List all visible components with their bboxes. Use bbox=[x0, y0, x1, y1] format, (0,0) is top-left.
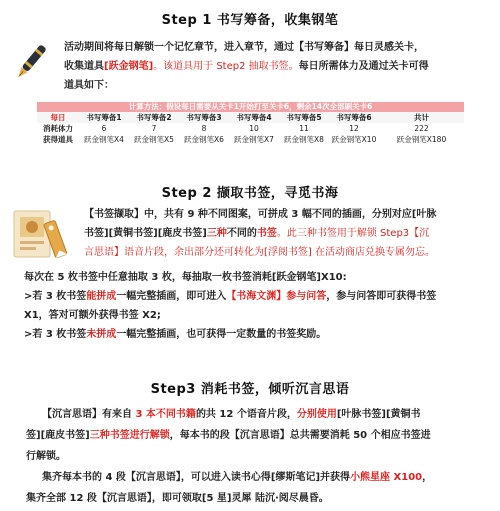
table-header: 书写筹备2 bbox=[136, 113, 172, 122]
step1-line2-tail: 每日所需体力及通过关卡可得 bbox=[298, 61, 429, 72]
bookmark-types: 书签][黄铜书签][鹿皮书签] bbox=[84, 228, 207, 239]
use-separately: 分别使用 bbox=[296, 409, 337, 420]
ursa-reward: 小熊星座 X100 bbox=[350, 472, 423, 483]
table-cell: 跃金钢笔X180 bbox=[396, 135, 447, 144]
rule-consolation: 一幅完整插画，也可获得一定数量的书签奖励。 bbox=[116, 329, 327, 340]
table-header: 书写筹备1 bbox=[86, 113, 122, 122]
bookmark-word: 书签 bbox=[256, 228, 277, 239]
pen-item-name: [跃金钢笔] bbox=[104, 61, 154, 72]
table-cell: 222 bbox=[414, 124, 429, 133]
table-header: 每日 bbox=[50, 113, 66, 122]
step1-paragraph bbox=[64, 38, 484, 95]
step3-text: ，每本书的段【沉言思语】总共需要消耗 50 个相应书签进 bbox=[169, 430, 431, 441]
table-cell: 跃金钢笔X5 bbox=[134, 135, 174, 144]
step2-rule-fail bbox=[24, 325, 488, 344]
step3-line4 bbox=[26, 467, 488, 488]
step2-rule-draw: 每次在 5 枚书签中任意抽取 3 枚，每抽取一枚书签消耗[跃金钢笔]X10: bbox=[24, 272, 347, 283]
step3-title: Step3 消耗书签，倾听沉言思语 bbox=[150, 382, 350, 397]
rule-not-combined: 未拼成 bbox=[86, 329, 117, 340]
table-cell: 10 bbox=[249, 124, 259, 133]
table-header: 书写筹备6 bbox=[336, 113, 372, 122]
table-cell: 12 bbox=[349, 124, 359, 133]
rule-complete-illustration: 一幅完整插画，即可进入 bbox=[116, 291, 227, 302]
step2-intro-line2 bbox=[84, 224, 484, 243]
step2-title: Step 2 撷取书签，寻觅书海 bbox=[161, 186, 339, 201]
step1-line2-text: 收集道具 bbox=[64, 61, 104, 72]
table-cell: 跃金钢笔X8 bbox=[284, 135, 324, 144]
stamina-reward-table bbox=[37, 102, 464, 145]
rule-can-combine: 能拼成 bbox=[86, 291, 117, 302]
bookmark-usage: 。此三种书签用于解锁 Step3【沉 bbox=[276, 228, 430, 239]
bookmark-different: 不同的 bbox=[226, 228, 257, 239]
step3-text: 【沉言思语】有来自 bbox=[42, 409, 136, 420]
table-cell: 8 bbox=[201, 124, 207, 133]
table-row-label: 获得道具 bbox=[43, 135, 73, 144]
table-cell: 跃金钢笔X6 bbox=[184, 135, 224, 144]
table-row-stamina bbox=[37, 123, 464, 134]
table-cell: 11 bbox=[299, 124, 309, 133]
table-header: 书写筹备4 bbox=[236, 113, 272, 122]
step3-line3: 行解锁。 bbox=[26, 451, 66, 462]
step3-paragraph bbox=[26, 404, 488, 509]
rule-quiz-reward: ，参与问答即可获得书签 bbox=[326, 291, 437, 302]
step3-text: ， bbox=[422, 472, 433, 483]
step2-intro-line1: 【书签撷取】中，共有 9 种不同图案，可拼成 3 幅不同的插画，分别对应[叶脉 bbox=[84, 209, 437, 220]
rule-quiz-entry: 【书海文渊】参与问答 bbox=[226, 291, 327, 302]
step2-intro bbox=[84, 205, 484, 262]
step1-title: Step 1 书写筹备，收集钢笔 bbox=[161, 13, 339, 28]
table-caption: 计算方法：假设每日需要从关卡1开始打至关卡6，剩余14次全部刷关卡6 bbox=[37, 102, 464, 112]
table-header: 共计 bbox=[414, 113, 429, 122]
step2-rule-success bbox=[24, 287, 488, 306]
step2-intro-line3: 言思语】语音片段，余出部分还可转化为[浮阅书签] 在活动商店兑换专属勿忘。 bbox=[84, 247, 435, 258]
step2-rules bbox=[24, 268, 488, 344]
step3-text: 的共 12 个语音片段， bbox=[195, 409, 297, 420]
step3-text: [叶脉书签][黄铜书 bbox=[336, 409, 421, 420]
step2-rule-bonus: X1，答对可额外获得书签 X2; bbox=[24, 310, 161, 321]
step3-text: 集齐每本书的 4 段【沉言思语】，可以进入读书心得[缪斯笔记]并获得 bbox=[42, 472, 351, 483]
table-header-row bbox=[37, 112, 464, 123]
table-row-rewards bbox=[37, 134, 464, 145]
bookmark-three-kinds: 三种 bbox=[206, 228, 227, 239]
step3-line1 bbox=[26, 404, 488, 425]
table-cell: 跃金钢笔X4 bbox=[84, 135, 124, 144]
step1-line1: 活动期间将每日解锁一个记忆章节，进入章节，通过【书写筹备】每日灵感关卡， bbox=[64, 42, 424, 53]
step3-text: 签][鹿皮书签] bbox=[26, 430, 90, 441]
table-header: 书写筹备5 bbox=[286, 113, 322, 122]
step1-line3: 道具如下： bbox=[64, 80, 114, 91]
pen-item-usage: 。该道具用于 Step2 抽取书签。 bbox=[153, 61, 299, 72]
step1-line2 bbox=[64, 57, 484, 76]
three-books: 3 本不同书籍 bbox=[135, 409, 196, 420]
table-cell: 跃金钢笔X10 bbox=[331, 135, 377, 144]
rule-prefix: >若 3 枚书签 bbox=[24, 291, 87, 302]
pen-icon bbox=[14, 40, 48, 84]
table-cell: 6 bbox=[101, 124, 107, 133]
table-cell: 跃金钢笔X7 bbox=[234, 135, 274, 144]
table-header: 书写筹备3 bbox=[186, 113, 222, 122]
table-cell: 7 bbox=[151, 124, 157, 133]
bookmark-illustration-icon bbox=[12, 207, 72, 265]
table-row-label: 消耗体力 bbox=[43, 124, 73, 133]
unlock-with-bookmarks: 三种书签进行解锁 bbox=[89, 430, 170, 441]
step3-line5: 集齐全部 12 段【沉言思语】，即可领取[5 星]灵犀 陆沉·阅尽晨昏。 bbox=[26, 493, 329, 504]
step3-line2 bbox=[26, 425, 488, 446]
rule-prefix: >若 3 枚书签 bbox=[24, 329, 87, 340]
